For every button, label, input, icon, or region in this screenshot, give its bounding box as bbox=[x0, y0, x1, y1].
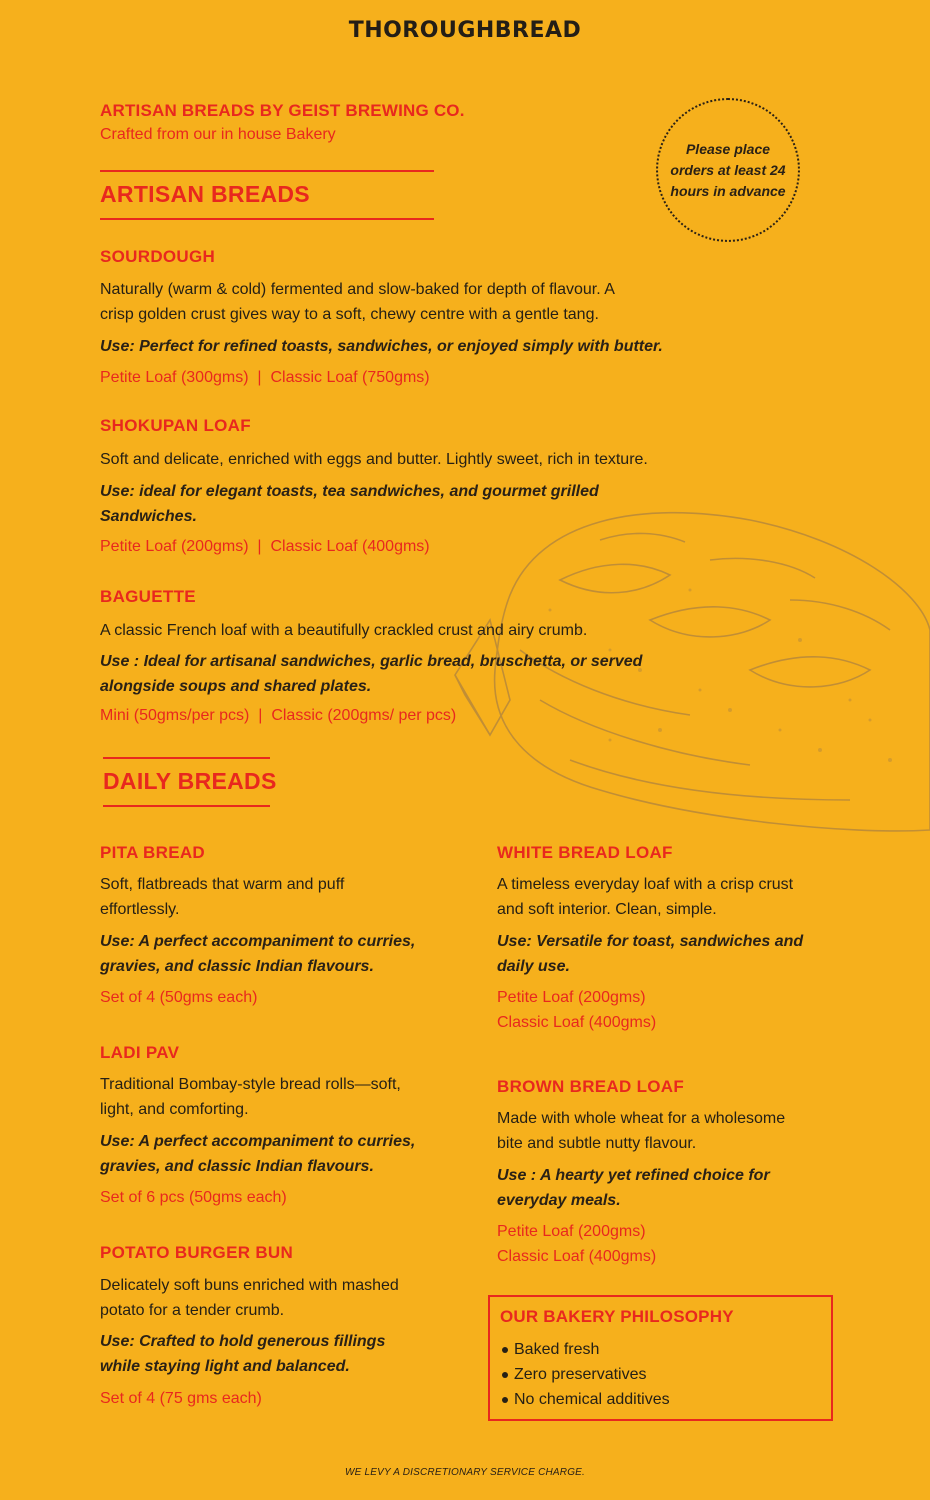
section-rule-top bbox=[100, 170, 434, 172]
item-use-brown-bread: Use : A hearty yet refined choice for everyday meals. bbox=[497, 1167, 770, 1209]
advance-order-note-text: Please place orders at least 24 hours in advance bbox=[670, 140, 786, 199]
section-rule-bottom bbox=[103, 805, 270, 807]
item-desc-sourdough: Naturally (warm & cold) fermented and slow-baked for depth of flavour. A crisp golden crust gives way to a soft, chewy centre with a gentle tang. bbox=[100, 281, 615, 323]
item-sizes-sourdough: Petite Loaf (300gms) | Classic Loaf (750gms) bbox=[100, 369, 430, 386]
bullet-icon bbox=[502, 1347, 508, 1353]
item-title-brown-bread: BROWN BREAD LOAF bbox=[497, 1077, 685, 1096]
item-sizes-brown-bread: Petite Loaf (200gms) Classic Loaf (400gms) bbox=[497, 1223, 657, 1265]
philosophy-list bbox=[502, 1337, 670, 1412]
header-tagline: Crafted from our in house Bakery bbox=[100, 126, 336, 143]
bullet-icon bbox=[502, 1372, 508, 1378]
list-item: No chemical additives bbox=[502, 1387, 670, 1412]
item-sizes-ladi-pav: Set of 6 pcs (50gms each) bbox=[100, 1189, 287, 1206]
item-title-potato-bun: POTATO BURGER BUN bbox=[100, 1243, 294, 1262]
service-charge-note: WE LEVY A DISCRETIONARY SERVICE CHARGE. bbox=[344, 1467, 586, 1478]
item-desc-white-bread: A timeless everyday loaf with a crisp crust and soft interior. Clean, simple. bbox=[497, 876, 794, 918]
section-rule-bottom bbox=[100, 218, 434, 220]
item-sizes-white-bread: Petite Loaf (200gms) Classic Loaf (400gms) bbox=[497, 989, 657, 1031]
bakery-philosophy-box bbox=[488, 1295, 833, 1421]
item-use-sourdough: Use: Perfect for refined toasts, sandwiches, or enjoyed simply with butter. bbox=[100, 338, 663, 355]
item-title-shokupan: SHOKUPAN LOAF bbox=[100, 416, 251, 435]
item-desc-baguette: A classic French loaf with a beautifully crackled crust and airy crumb. bbox=[100, 622, 588, 639]
item-title-ladi-pav: LADI PAV bbox=[100, 1043, 180, 1062]
section-rule-top bbox=[103, 757, 270, 759]
item-desc-brown-bread: Made with whole wheat for a wholesome bite and subtle nutty flavour. bbox=[497, 1110, 786, 1152]
item-desc-pita: Soft, flatbreads that warm and puff effortlessly. bbox=[100, 876, 345, 918]
item-use-white-bread: Use: Versatile for toast, sandwiches and daily use. bbox=[497, 933, 804, 975]
item-title-white-bread: WHITE BREAD LOAF bbox=[497, 843, 673, 862]
item-use-pita: Use: A perfect accompaniment to curries, gravies, and classic Indian flavours. bbox=[100, 933, 416, 975]
item-use-shokupan: Use: ideal for elegant toasts, tea sandwiches, and gourmet grilled Sandwiches. bbox=[100, 483, 599, 525]
list-item: Zero preservatives bbox=[502, 1362, 670, 1387]
philosophy-title: OUR BAKERY PHILOSOPHY bbox=[500, 1307, 734, 1326]
item-sizes-shokupan: Petite Loaf (200gms) | Classic Loaf (400gms) bbox=[100, 538, 430, 555]
section-heading-artisan: ARTISAN BREADS bbox=[100, 181, 310, 207]
advance-order-note bbox=[656, 98, 800, 242]
bullet-icon bbox=[502, 1397, 508, 1403]
item-sizes-baguette: Mini (50gms/per pcs) | Classic (200gms/ per pcs) bbox=[100, 707, 457, 724]
item-sizes-pita: Set of 4 (50gms each) bbox=[100, 989, 258, 1006]
item-desc-potato-bun: Delicately soft buns enriched with mashed potato for a tender crumb. bbox=[100, 1277, 399, 1319]
item-desc-ladi-pav: Traditional Bombay-style bread rolls—soft, light, and comforting. bbox=[100, 1076, 401, 1118]
item-use-ladi-pav: Use: A perfect accompaniment to curries, gravies, and classic Indian flavours. bbox=[100, 1133, 416, 1175]
item-title-pita: PITA BREAD bbox=[100, 843, 205, 862]
item-title-baguette: BAGUETTE bbox=[100, 587, 196, 606]
item-title-sourdough: SOURDOUGH bbox=[100, 247, 216, 266]
section-heading-daily: DAILY BREADS bbox=[103, 768, 277, 794]
item-use-baguette: Use : Ideal for artisanal sandwiches, garlic bread, bruschetta, or served alongside soups and shared plates. bbox=[100, 653, 643, 695]
item-use-potato-bun: Use: Crafted to hold generous fillings while staying light and balanced. bbox=[100, 1333, 386, 1375]
brand-title: THOROUGHBREAD bbox=[348, 18, 582, 43]
header-title: ARTISAN BREADS BY GEIST BREWING CO. bbox=[100, 101, 465, 120]
item-sizes-potato-bun: Set of 4 (75 gms each) bbox=[100, 1390, 262, 1407]
item-desc-shokupan: Soft and delicate, enriched with eggs and butter. Lightly sweet, rich in texture. bbox=[100, 451, 648, 468]
list-item: Baked fresh bbox=[502, 1337, 670, 1362]
